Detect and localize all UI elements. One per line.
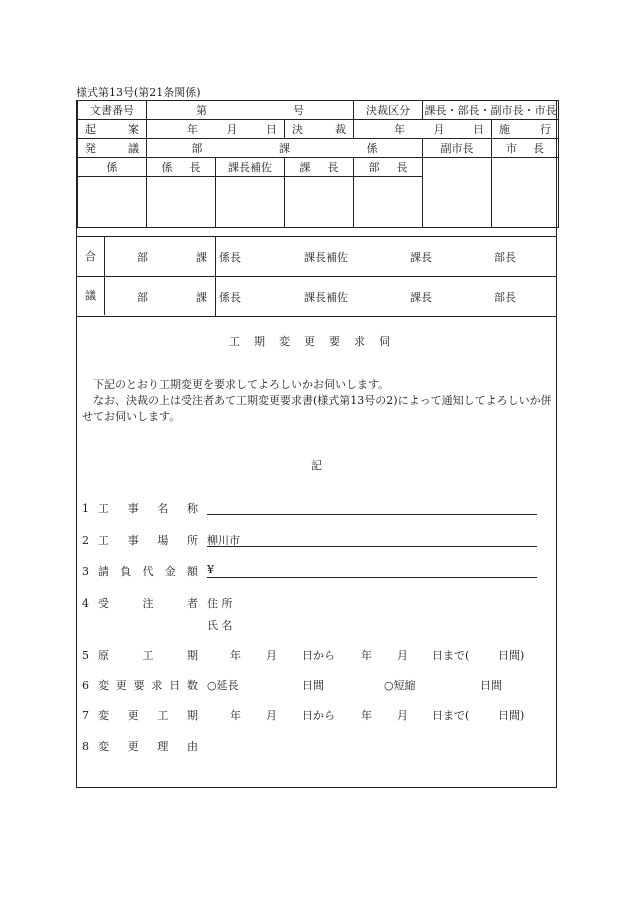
extend-days: 日間: [302, 679, 324, 692]
gen-koki-days: 日間): [498, 649, 525, 662]
hatsugi-field[interactable]: 部 課 係: [147, 139, 423, 158]
bucho-header: 部 長: [354, 158, 423, 177]
jutyusha-name-label: 氏 名: [207, 619, 233, 632]
item-gen-koki: 5 原 工 期: [82, 648, 198, 662]
item-jutyusha: 4 受 注 者: [82, 596, 198, 610]
ki-heading: 記: [311, 459, 322, 472]
henko-koki-days: 日間): [498, 709, 525, 722]
kessai-label: 決裁区分: [354, 101, 423, 120]
kian-date-field[interactable]: 年 月 日: [147, 120, 285, 139]
kessai-date-field[interactable]: 年 月 日: [354, 120, 492, 139]
gen-koki-year: 年: [230, 649, 241, 662]
body-line: なお、決裁の上は受注者あて工期変更要求書(様式第13号の2)によって通知してよろしいか併せてお伺いします。: [82, 394, 552, 423]
kachohosa-stamp-box[interactable]: [216, 177, 285, 228]
jutyusha-address-label: 住 所: [207, 597, 233, 610]
kacho-stamp-box[interactable]: [285, 177, 354, 228]
henko-koki-year2: 年: [361, 709, 372, 722]
item-henko-reason: 8 変 更 理 由: [82, 739, 198, 753]
gen-koki-from: 日から: [302, 649, 335, 662]
fukushicho-stamp-box[interactable]: [423, 158, 492, 228]
gen-koki-month2: 月: [397, 649, 408, 662]
henko-koki-month: 月: [266, 709, 277, 722]
bucho-stamp-box[interactable]: [354, 177, 423, 228]
item-henko-days: 6 変 更 要 求 日 数: [82, 678, 198, 692]
bunsho-label: 文書番号: [78, 101, 147, 120]
henko-koki-from: 日から: [302, 709, 335, 722]
shicho-label: 市 長: [492, 139, 559, 158]
koji-name-field[interactable]: [207, 500, 537, 515]
kakaricho-header: 係 長: [147, 158, 216, 177]
item-koji-name: 1 工 事 名 称: [82, 501, 198, 515]
kachohosa-header: 課長補佐: [216, 158, 285, 177]
extend-option[interactable]: ○延長: [207, 679, 239, 692]
henko-koki-until: 日まで(: [432, 709, 470, 722]
shorten-option[interactable]: ○短縮: [384, 679, 416, 692]
item-ukeoi-amount: 3 請 負 代 金 額: [82, 564, 198, 578]
gen-koki-until: 日まで(: [432, 649, 470, 662]
hatsugi-label: 発 議: [78, 139, 147, 158]
body-text: [82, 377, 552, 425]
kakaricho-stamp-box[interactable]: [147, 177, 216, 228]
goui-row[interactable]: 部 課 係長 課長補佐 課長 部長: [77, 276, 556, 316]
goui-label: 合 議: [77, 236, 105, 315]
shiko-label: 施 行: [492, 120, 559, 139]
shicho-stamp-box[interactable]: [492, 158, 559, 228]
ukeoi-amount-field[interactable]: ¥: [207, 563, 537, 578]
bunsho-number-field[interactable]: 第 号: [147, 101, 354, 120]
fukushicho-label: 副市長: [423, 139, 492, 158]
goui-section: [77, 236, 556, 317]
kessai-value: 課長・部長・副市長・市長: [423, 101, 559, 120]
section-title: 工期変更要求伺: [229, 335, 404, 348]
kacho-header: 課 長: [285, 158, 354, 177]
body-line: 下記のとおり工期変更を要求してよろしいかお伺いします。: [93, 378, 390, 391]
approval-header-table: [77, 100, 559, 228]
kessai-date-label: 決 裁: [285, 120, 354, 139]
gen-koki-year2: 年: [361, 649, 372, 662]
item-koji-place: 2 工 事 場 所: [82, 533, 198, 547]
shorten-days: 日間: [480, 679, 502, 692]
goui-row[interactable]: 部 課 係長 課長補佐 課長 部長: [77, 236, 556, 276]
henko-koki-year: 年: [230, 709, 241, 722]
kian-label: 起 案: [78, 120, 147, 139]
henko-koki-month2: 月: [397, 709, 408, 722]
koji-place-field[interactable]: 柳川市: [207, 532, 537, 547]
form-frame: [76, 100, 557, 788]
kakari-header: 係: [78, 158, 147, 177]
form-title: 様式第13号(第21条関係): [76, 86, 201, 99]
item-henko-koki: 7 変 更 工 期: [82, 708, 198, 722]
kakari-stamp-box[interactable]: [78, 177, 147, 228]
gen-koki-month: 月: [266, 649, 277, 662]
